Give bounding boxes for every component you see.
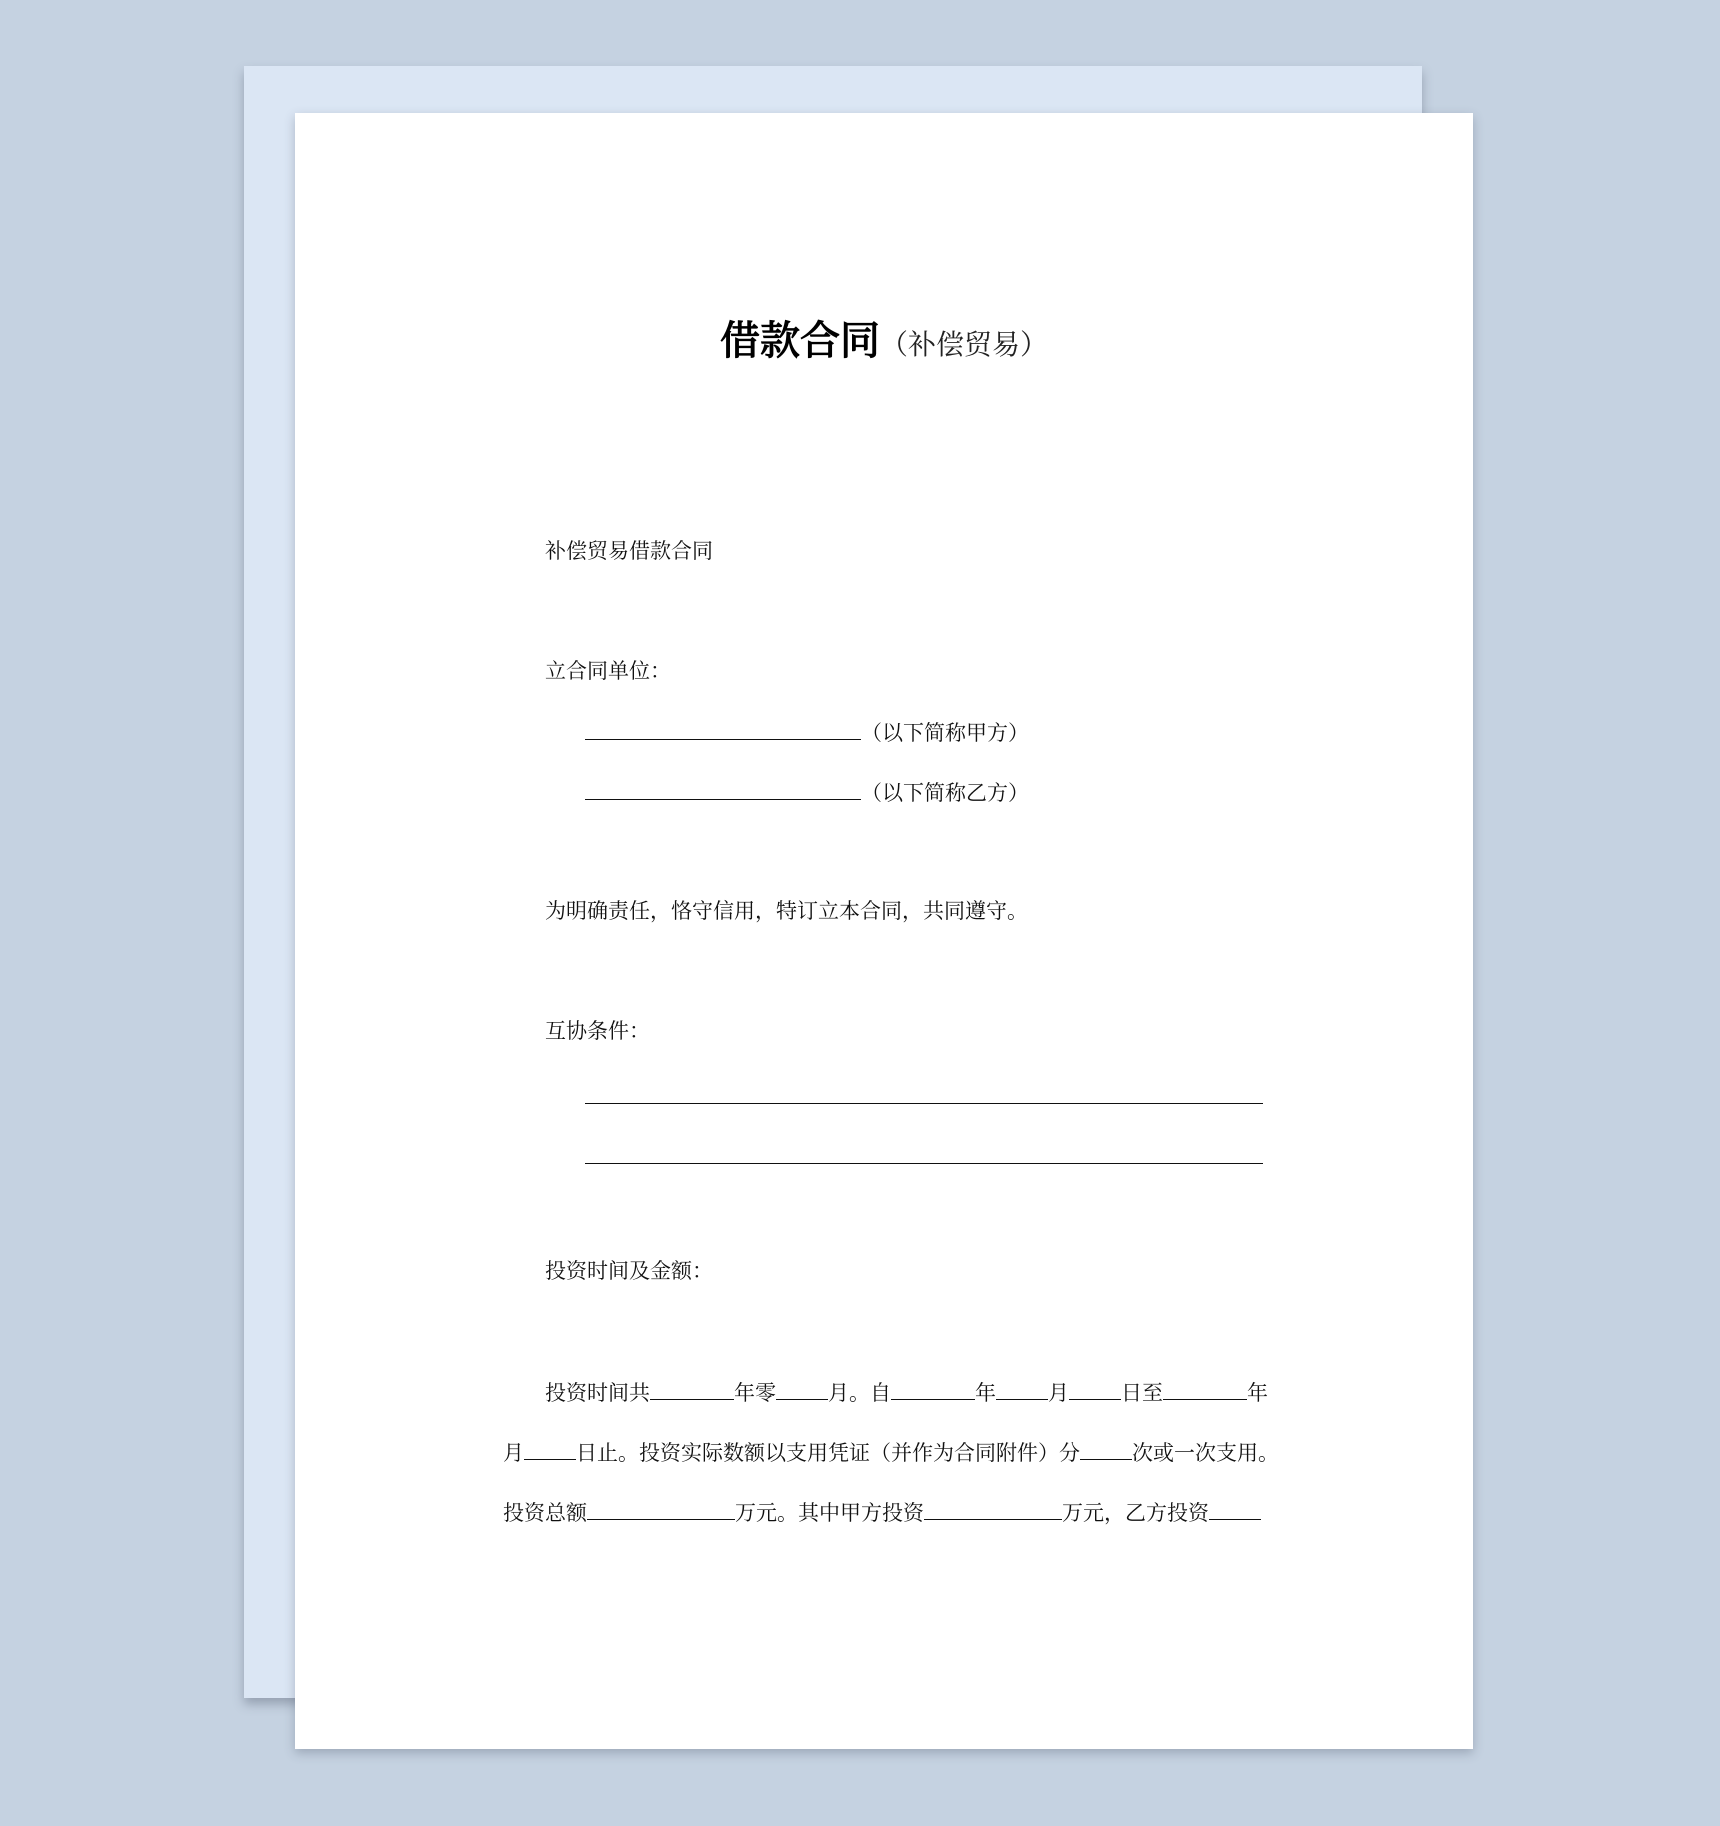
text-segment: 月。自 — [828, 1381, 891, 1405]
blank-installments — [1080, 1437, 1132, 1460]
text-segment: 万元，乙方投资 — [1062, 1501, 1209, 1525]
document-heading: 补偿贸易借款合同 — [545, 539, 713, 563]
conditions-blank-1 — [585, 1103, 1263, 1104]
blank-months — [776, 1377, 828, 1400]
blank-party-a-amount — [924, 1497, 1062, 1520]
text-segment: 日止。投资实际数额以支用凭证（并作为合同附件）分 — [576, 1441, 1080, 1465]
document-page — [295, 113, 1473, 1749]
text-segment: 年 — [1247, 1381, 1268, 1405]
paragraph-line-3 — [503, 1497, 1261, 1527]
party-a-suffix: （以下简称甲方） — [861, 721, 1029, 745]
text-segment: 投资时间共 — [545, 1381, 650, 1405]
blank-end-day — [524, 1437, 576, 1460]
text-segment: 日至 — [1121, 1381, 1163, 1405]
party-b-blank — [585, 777, 861, 800]
paragraph-line-2 — [503, 1437, 1279, 1467]
purpose-statement: 为明确责任，恪守信用，特订立本合同，共同遵守。 — [545, 899, 1028, 923]
blank-party-b-amount — [1209, 1497, 1261, 1520]
text-segment: 年零 — [734, 1381, 776, 1405]
blank-total-amount — [587, 1497, 735, 1520]
text-segment: 投资总额 — [503, 1501, 587, 1525]
investment-label: 投资时间及金额： — [545, 1259, 713, 1283]
title-sub: （补偿贸易） — [879, 328, 1048, 361]
text-segment: 年 — [975, 1381, 996, 1405]
party-b-line — [585, 777, 1029, 807]
conditions-label: 互协条件： — [545, 1019, 650, 1043]
party-b-suffix: （以下简称乙方） — [861, 781, 1029, 805]
conditions-blank-2 — [585, 1163, 1263, 1164]
blank-start-year — [891, 1377, 975, 1400]
parties-label: 立合同单位： — [545, 659, 671, 683]
blank-end-year — [1163, 1377, 1247, 1400]
blank-start-month — [996, 1377, 1048, 1400]
text-segment: 月 — [1048, 1381, 1069, 1405]
page-title — [295, 309, 1473, 366]
title-main: 借款合同 — [719, 318, 880, 364]
text-segment: 万元。其中甲方投资 — [735, 1501, 924, 1525]
blank-years — [650, 1377, 734, 1400]
paragraph-line-1 — [545, 1377, 1268, 1407]
blank-start-day — [1069, 1377, 1121, 1400]
text-segment: 次或一次支用。 — [1132, 1441, 1279, 1465]
party-a-blank — [585, 717, 861, 740]
party-a-line — [585, 717, 1029, 747]
text-segment: 月 — [503, 1441, 524, 1465]
